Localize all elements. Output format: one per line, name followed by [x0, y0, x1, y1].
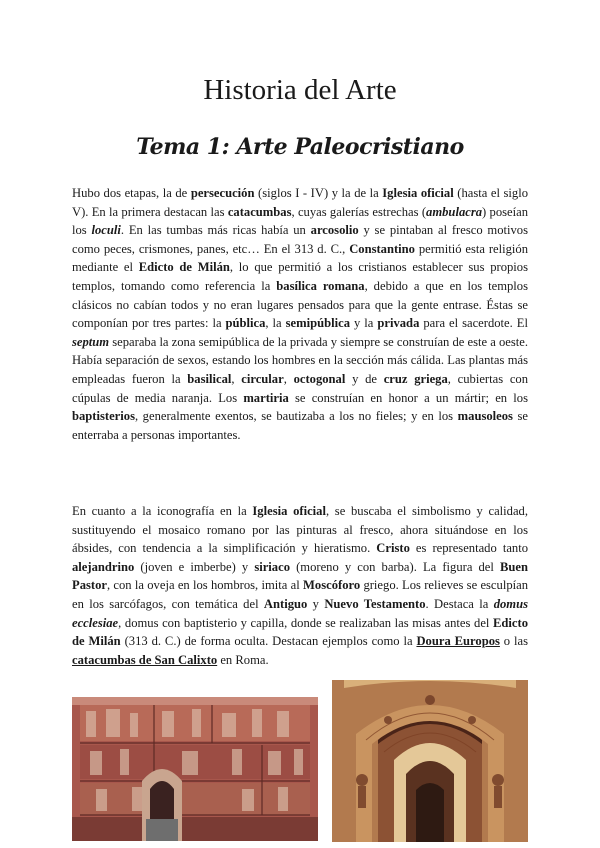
- term-doura-europos: Doura Europos: [416, 634, 500, 649]
- term-catacumbas-san-calixto: catacumbas de San Calixto: [72, 652, 218, 667]
- text: . En las tumbas más ricas había un: [120, 223, 311, 238]
- text: (siglos I - IV) y la de la: [254, 186, 383, 200]
- text: , la: [265, 316, 286, 331]
- term-edicto-de-milan: Edicto de Milán: [72, 615, 528, 649]
- term-martiria: martiria: [243, 390, 289, 405]
- text: , cubiertas con cúpulas de media naranja. Los: [72, 371, 529, 405]
- text: es representado tanto: [409, 541, 528, 556]
- text: (313 d. C.) de forma oculta. Destacan ejemplos como la: [120, 634, 417, 649]
- text: (hasta el siglo V). En la primera destacan las: [72, 186, 529, 219]
- document-subtitle: Tema 1: Arte Paleocristiano: [136, 134, 464, 160]
- term-loculi: loculi: [91, 223, 121, 238]
- text: y la: [350, 316, 378, 331]
- term-catacumbas: catacumbas: [227, 204, 292, 219]
- term-cristo: Cristo: [376, 541, 410, 556]
- term-basilica-romana: basílica romana: [276, 278, 365, 293]
- text: o las: [499, 634, 528, 649]
- term-mausoleos: mausoleos: [457, 409, 513, 424]
- text: , se buscaba el simbolismo y calidad, sustituyendo el mosaico romano por las pinturas al fresco, ahora situándose en los ábsides, con tendencia a la simplificación y hieratismo.: [72, 504, 528, 556]
- text: , debido a que en los templos clásicos no cabían todos y no eran lugares pensados para que la gente entrase. Éstas se componían por tres partes: la: [72, 278, 528, 331]
- catacumbas-photo: [332, 680, 528, 842]
- term-semipublica: semipública: [285, 316, 351, 331]
- doura-europos-photo: [72, 697, 318, 841]
- term-octogonal: octogonal: [293, 371, 346, 386]
- text: y se pintaban al fresco motivos como peces, crismones, panes, etc… En el 313 d. C.,: [72, 223, 529, 256]
- term-antiguo: Antiguo: [263, 596, 308, 611]
- text: (joven e imberbe) y: [134, 559, 255, 574]
- term-circular: circular: [241, 371, 284, 386]
- text: Hubo dos etapas, la de: [72, 186, 191, 200]
- text: , generalmente exentos, se bautizaba a los no fieles; y en los: [134, 409, 458, 424]
- term-septum: septum: [72, 334, 110, 349]
- term-ambulacra: ambulacra: [426, 204, 483, 219]
- document-title: Historia del Arte: [203, 74, 397, 106]
- term-arcosolio: arcosolio: [310, 223, 359, 238]
- paragraph-etapas: [72, 184, 528, 444]
- text: separaba la zona semipública de la privada y siempre se construían de este a oeste. Había separación de sexos, estando los hombres en la sección más cálida. Las plantas más empleadas fueron la: [72, 334, 529, 386]
- term-alejandrino: alejandrino: [72, 559, 135, 574]
- term-edicto-de-milan: Edicto de Milán: [138, 260, 230, 275]
- term-persecucion: persecución: [190, 186, 255, 200]
- text: , domus con baptisterio y capilla, donde se realizaban las misas antes del: [118, 615, 494, 630]
- text: , cuyas galerías estrechas (: [291, 204, 427, 219]
- term-baptisterios: baptisterios: [72, 409, 135, 424]
- term-siriaco: siriaco: [254, 559, 290, 574]
- term-publica: pública: [225, 316, 266, 331]
- text: en Roma.: [217, 652, 269, 667]
- term-constantino: Constantino: [349, 241, 415, 256]
- term-buen-pastor: Buen Pastor: [72, 559, 528, 593]
- text: , lo que permitió a los cristianos establecer sus propios templos, tomando como referencia la: [72, 260, 529, 293]
- text: se construían en honor a un mártir; en los: [288, 390, 528, 405]
- text: En cuanto a la iconografía en la: [72, 504, 253, 518]
- term-moscoforo: Moscóforo: [303, 578, 361, 593]
- text: y: [307, 596, 325, 611]
- text: griego. Los relieves se esculpían en los sarcófagos, con temática del: [72, 578, 528, 611]
- term-privada: privada: [377, 316, 420, 331]
- text: ) poseían los: [72, 204, 528, 238]
- text: ,: [231, 371, 242, 386]
- text: (moreno y con barba). La figura del: [290, 559, 500, 574]
- term-domus-ecclesiae: domus ecclesiae: [72, 596, 528, 630]
- text: y de: [345, 371, 384, 386]
- text: . Destaca la: [425, 596, 494, 611]
- term-nuevo-testamento: Nuevo Testamento: [324, 596, 426, 611]
- text: , con la oveja en los hombros, imita al: [106, 578, 304, 593]
- text: se enterraba a personas importantes.: [72, 409, 528, 442]
- text: ,: [283, 371, 294, 386]
- text: permitió esta religión mediante el: [72, 241, 529, 275]
- term-iglesia-oficial: Iglesia oficial: [382, 186, 454, 200]
- term-basilical: basilical: [187, 371, 232, 386]
- term-cruz-griega: cruz griega: [383, 371, 448, 386]
- paragraph-iconografia: [72, 502, 528, 669]
- term-iglesia-oficial: Iglesia oficial: [252, 504, 326, 518]
- text: para el sacerdote. El: [419, 316, 528, 331]
